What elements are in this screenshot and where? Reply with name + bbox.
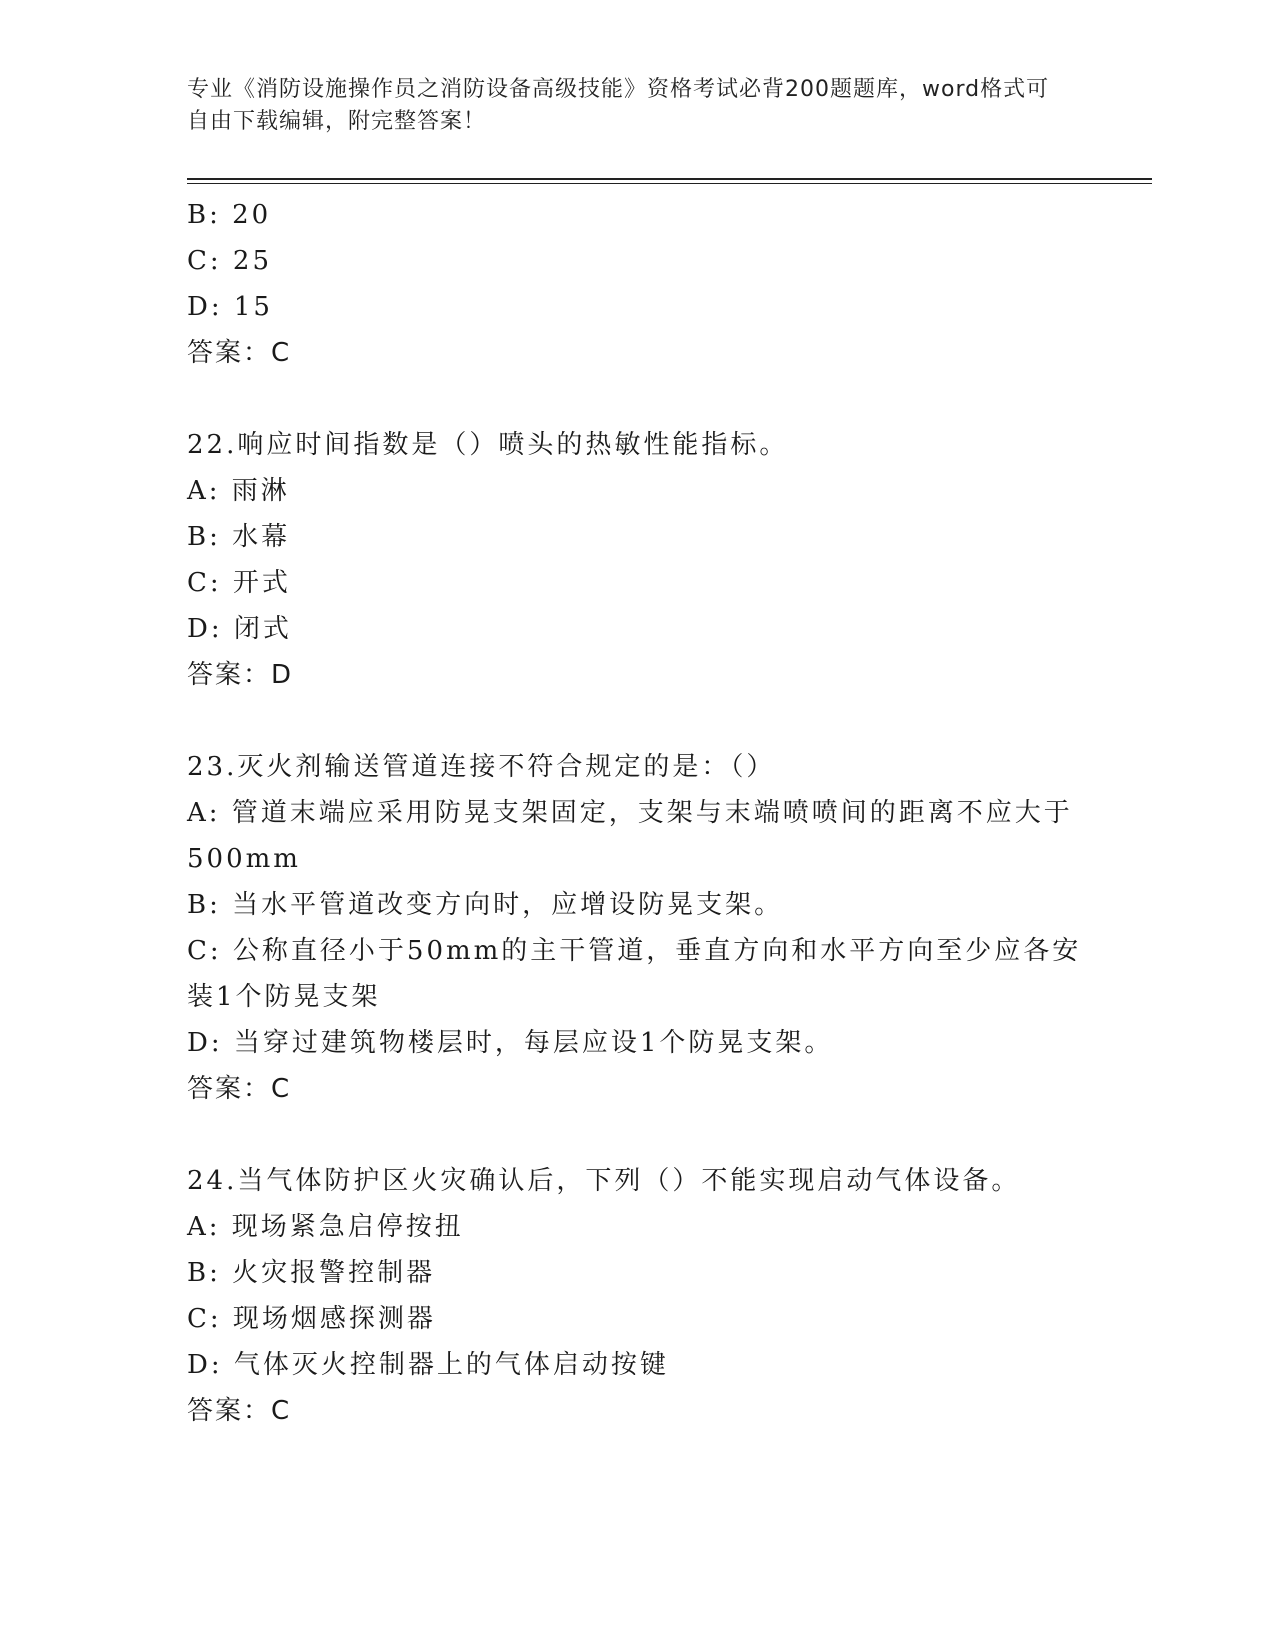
- option-a: A: 现场紧急启停按扭: [187, 1212, 464, 1242]
- question-text: 22.响应时间指数是（）喷头的热敏性能指标。: [187, 430, 789, 460]
- answer: 答案：C: [187, 1074, 292, 1104]
- option-a: A: 管道末端应采用防晃支架固定，支架与末端喷喷间的距离不应大于500mm: [187, 798, 1073, 874]
- question-21-partial: [187, 192, 1087, 376]
- spacer: [187, 698, 1087, 744]
- question-text: 23.灭火剂输送管道连接不符合规定的是：（）: [187, 752, 776, 782]
- question-24: [187, 1158, 1087, 1434]
- option-c: C: 公称直径小于50mm的主干管道，垂直方向和水平方向至少应各安装1个防晃支架: [187, 936, 1082, 1012]
- spacer: [187, 1112, 1087, 1158]
- option-d: D: 15: [187, 292, 273, 322]
- option-b: B: 水幕: [187, 522, 291, 552]
- option-d: D: 闭式: [187, 614, 292, 644]
- question-content: [187, 192, 1087, 1434]
- option-b: B: 火灾报警控制器: [187, 1258, 436, 1288]
- header-rule-thick: [187, 178, 1152, 180]
- option-b: B: 20: [187, 200, 272, 230]
- option-c: C: 开式: [187, 568, 291, 598]
- question-text: 24.当气体防护区火灾确认后，下列（）不能实现启动气体设备。: [187, 1166, 1021, 1196]
- answer: 答案：D: [187, 660, 294, 690]
- question-23: [187, 744, 1087, 1112]
- option-d: D: 当穿过建筑物楼层时，每层应设1个防晃支架。: [187, 1028, 834, 1058]
- option-a: A: 雨淋: [187, 476, 290, 506]
- option-c: C: 现场烟感探测器: [187, 1304, 436, 1334]
- document-header: 专业《消防设施操作员之消防设备高级技能》资格考试必背200题题库，word格式可自由下载编辑，附完整答案！: [187, 77, 1050, 134]
- option-b: B: 当水平管道改变方向时，应增设防晃支架。: [187, 890, 784, 920]
- answer: 答案：C: [187, 1396, 292, 1426]
- spacer: [187, 376, 1087, 422]
- answer: 答案：C: [187, 338, 292, 368]
- header-rule-thin: [187, 183, 1152, 184]
- option-d: D: 气体灭火控制器上的气体启动按键: [187, 1350, 669, 1380]
- option-c: C: 25: [187, 246, 273, 276]
- question-22: [187, 422, 1087, 698]
